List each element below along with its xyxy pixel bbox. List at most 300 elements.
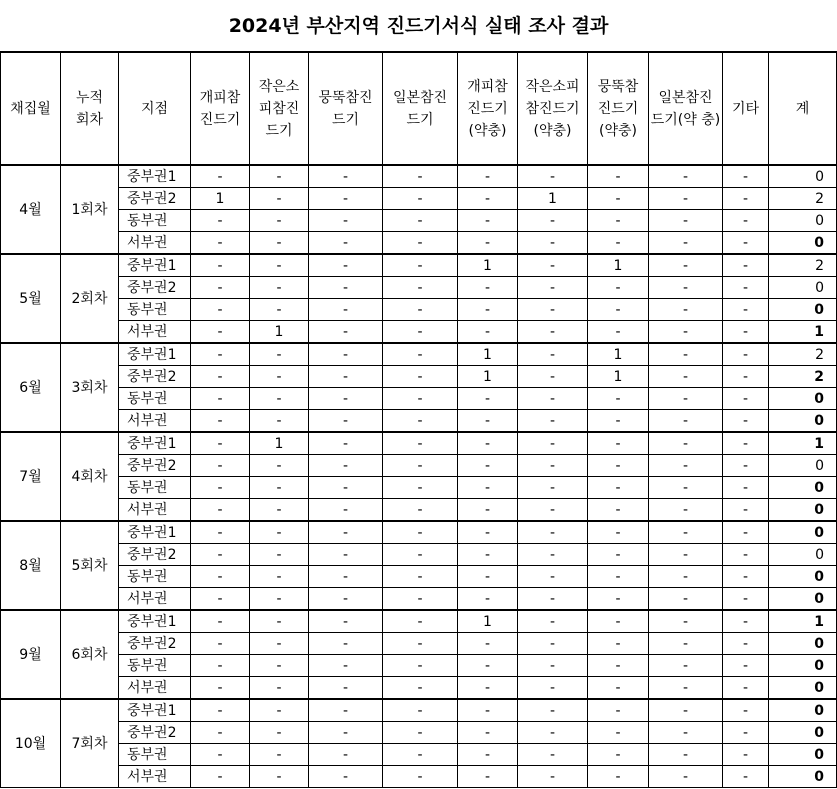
count-cell: -: [309, 277, 383, 299]
count-cell: -: [518, 588, 588, 611]
total-cell: 0: [769, 277, 837, 299]
count-cell: -: [518, 232, 588, 255]
count-cell: -: [588, 521, 649, 544]
count-cell: -: [191, 722, 250, 744]
round-cell: 3회차: [61, 343, 119, 432]
count-cell: -: [309, 722, 383, 744]
table-row: [1, 677, 837, 700]
column-header: 기타: [723, 53, 769, 166]
site-cell: 중부권1: [119, 165, 191, 188]
count-cell: -: [649, 254, 723, 277]
count-cell: -: [518, 677, 588, 700]
table-row: [1, 477, 837, 499]
site-cell: 중부권1: [119, 521, 191, 544]
column-header: 계: [769, 53, 837, 166]
site-cell: 동부권: [119, 388, 191, 410]
count-cell: -: [383, 410, 458, 433]
count-cell: -: [250, 277, 309, 299]
count-cell: -: [383, 366, 458, 388]
count-cell: -: [191, 655, 250, 677]
table-row: [1, 633, 837, 655]
total-cell: 0: [769, 499, 837, 522]
page-title: 2024년 부산지역 진드기서식 실태 조사 결과: [0, 0, 837, 52]
column-header: 작은소피 참진드기 (약충): [518, 53, 588, 166]
count-cell: -: [309, 588, 383, 611]
count-cell: -: [723, 321, 769, 344]
count-cell: -: [309, 766, 383, 788]
count-cell: -: [723, 521, 769, 544]
total-cell: 0: [769, 165, 837, 188]
month-cell: 8월: [1, 521, 61, 610]
count-cell: -: [723, 544, 769, 566]
count-cell: -: [309, 521, 383, 544]
month-cell: 4월: [1, 165, 61, 254]
count-cell: -: [588, 232, 649, 255]
count-cell: -: [191, 366, 250, 388]
count-cell: -: [588, 766, 649, 788]
count-cell: -: [649, 566, 723, 588]
total-cell: 0: [769, 455, 837, 477]
table-row: [1, 165, 837, 188]
count-cell: -: [458, 455, 518, 477]
count-cell: -: [723, 432, 769, 455]
count-cell: 1: [588, 254, 649, 277]
count-cell: -: [723, 677, 769, 700]
total-cell: 0: [769, 232, 837, 255]
count-cell: -: [723, 766, 769, 788]
count-cell: -: [518, 165, 588, 188]
table-row: [1, 210, 837, 232]
count-cell: 1: [458, 366, 518, 388]
site-cell: 동부권: [119, 744, 191, 766]
count-cell: -: [723, 455, 769, 477]
site-cell: 서부권: [119, 410, 191, 433]
count-cell: -: [250, 254, 309, 277]
count-cell: -: [518, 499, 588, 522]
count-cell: -: [458, 521, 518, 544]
count-cell: -: [250, 655, 309, 677]
total-cell: 2: [769, 188, 837, 210]
count-cell: -: [250, 210, 309, 232]
count-cell: -: [588, 588, 649, 611]
column-header: 일본참진 드기: [383, 53, 458, 166]
total-cell: 0: [769, 299, 837, 321]
count-cell: -: [588, 477, 649, 499]
count-cell: -: [588, 744, 649, 766]
count-cell: -: [309, 655, 383, 677]
count-cell: -: [518, 566, 588, 588]
site-cell: 서부권: [119, 321, 191, 344]
count-cell: -: [250, 521, 309, 544]
count-cell: -: [191, 499, 250, 522]
count-cell: -: [250, 588, 309, 611]
count-cell: -: [458, 299, 518, 321]
count-cell: -: [458, 432, 518, 455]
count-cell: -: [723, 744, 769, 766]
site-cell: 중부권1: [119, 254, 191, 277]
count-cell: -: [649, 188, 723, 210]
count-cell: -: [250, 410, 309, 433]
total-cell: 0: [769, 521, 837, 544]
count-cell: -: [191, 277, 250, 299]
count-cell: -: [383, 655, 458, 677]
count-cell: -: [649, 432, 723, 455]
table-row: [1, 521, 837, 544]
site-cell: 중부권1: [119, 699, 191, 722]
count-cell: -: [191, 388, 250, 410]
count-cell: -: [309, 321, 383, 344]
count-cell: -: [191, 521, 250, 544]
count-cell: -: [191, 410, 250, 433]
count-cell: -: [723, 410, 769, 433]
count-cell: -: [518, 254, 588, 277]
count-cell: 1: [458, 610, 518, 633]
month-cell: 10월: [1, 699, 61, 788]
count-cell: -: [250, 722, 309, 744]
count-cell: -: [191, 165, 250, 188]
count-cell: -: [191, 455, 250, 477]
site-cell: 중부권2: [119, 544, 191, 566]
count-cell: -: [458, 188, 518, 210]
site-cell: 중부권1: [119, 343, 191, 366]
count-cell: -: [588, 722, 649, 744]
table-row: [1, 699, 837, 722]
count-cell: -: [723, 633, 769, 655]
site-cell: 중부권2: [119, 366, 191, 388]
count-cell: -: [383, 254, 458, 277]
count-cell: 1: [588, 366, 649, 388]
total-cell: 0: [769, 766, 837, 788]
count-cell: -: [723, 254, 769, 277]
count-cell: -: [723, 388, 769, 410]
survey-table: [0, 52, 837, 788]
total-cell: 0: [769, 588, 837, 611]
count-cell: -: [518, 343, 588, 366]
count-cell: -: [383, 744, 458, 766]
count-cell: -: [191, 299, 250, 321]
site-cell: 서부권: [119, 232, 191, 255]
count-cell: -: [309, 343, 383, 366]
round-cell: 4회차: [61, 432, 119, 521]
count-cell: -: [383, 499, 458, 522]
total-cell: 0: [769, 477, 837, 499]
total-cell: 0: [769, 566, 837, 588]
count-cell: -: [518, 633, 588, 655]
count-cell: -: [383, 699, 458, 722]
count-cell: -: [458, 321, 518, 344]
site-cell: 중부권2: [119, 277, 191, 299]
count-cell: -: [250, 299, 309, 321]
total-cell: 0: [769, 544, 837, 566]
count-cell: -: [309, 366, 383, 388]
count-cell: -: [518, 210, 588, 232]
table-row: [1, 722, 837, 744]
site-cell: 동부권: [119, 210, 191, 232]
count-cell: -: [588, 455, 649, 477]
site-cell: 중부권1: [119, 610, 191, 633]
count-cell: -: [518, 610, 588, 633]
column-header: 지점: [119, 53, 191, 166]
count-cell: -: [191, 744, 250, 766]
count-cell: -: [723, 188, 769, 210]
count-cell: -: [250, 677, 309, 700]
count-cell: -: [588, 165, 649, 188]
count-cell: -: [309, 566, 383, 588]
count-cell: -: [250, 544, 309, 566]
count-cell: -: [649, 455, 723, 477]
count-cell: 1: [588, 343, 649, 366]
count-cell: -: [383, 232, 458, 255]
round-cell: 6회차: [61, 610, 119, 699]
table-row: [1, 610, 837, 633]
table-row: [1, 432, 837, 455]
total-cell: 1: [769, 321, 837, 344]
month-cell: 5월: [1, 254, 61, 343]
count-cell: -: [588, 655, 649, 677]
count-cell: -: [191, 699, 250, 722]
count-cell: -: [458, 566, 518, 588]
site-cell: 중부권2: [119, 722, 191, 744]
site-cell: 동부권: [119, 299, 191, 321]
site-cell: 동부권: [119, 566, 191, 588]
count-cell: -: [588, 677, 649, 700]
count-cell: -: [309, 232, 383, 255]
count-cell: -: [383, 432, 458, 455]
count-cell: -: [649, 610, 723, 633]
count-cell: -: [649, 366, 723, 388]
count-cell: -: [518, 744, 588, 766]
count-cell: -: [649, 388, 723, 410]
count-cell: -: [250, 766, 309, 788]
table-row: [1, 254, 837, 277]
count-cell: 1: [518, 188, 588, 210]
count-cell: -: [309, 477, 383, 499]
count-cell: -: [649, 744, 723, 766]
count-cell: -: [588, 610, 649, 633]
count-cell: -: [518, 655, 588, 677]
count-cell: 1: [191, 188, 250, 210]
count-cell: -: [191, 588, 250, 611]
count-cell: -: [191, 610, 250, 633]
count-cell: -: [518, 722, 588, 744]
round-cell: 5회차: [61, 521, 119, 610]
count-cell: -: [588, 499, 649, 522]
count-cell: -: [723, 477, 769, 499]
count-cell: -: [723, 343, 769, 366]
table-body: [1, 165, 837, 788]
count-cell: -: [588, 388, 649, 410]
count-cell: -: [250, 699, 309, 722]
count-cell: -: [191, 766, 250, 788]
count-cell: -: [588, 410, 649, 433]
count-cell: -: [383, 566, 458, 588]
column-header: 채집월: [1, 53, 61, 166]
count-cell: -: [458, 633, 518, 655]
count-cell: -: [649, 699, 723, 722]
count-cell: -: [191, 432, 250, 455]
count-cell: -: [588, 188, 649, 210]
count-cell: -: [250, 366, 309, 388]
table-row: [1, 299, 837, 321]
count-cell: -: [649, 477, 723, 499]
count-cell: -: [649, 277, 723, 299]
count-cell: -: [309, 744, 383, 766]
count-cell: -: [518, 321, 588, 344]
table-row: [1, 455, 837, 477]
count-cell: -: [723, 722, 769, 744]
count-cell: -: [458, 544, 518, 566]
count-cell: -: [649, 232, 723, 255]
count-cell: -: [191, 544, 250, 566]
count-cell: -: [458, 388, 518, 410]
count-cell: -: [458, 210, 518, 232]
round-cell: 2회차: [61, 254, 119, 343]
count-cell: -: [518, 432, 588, 455]
count-cell: -: [588, 566, 649, 588]
total-cell: 0: [769, 633, 837, 655]
site-cell: 중부권2: [119, 455, 191, 477]
count-cell: -: [518, 521, 588, 544]
count-cell: -: [649, 633, 723, 655]
count-cell: -: [250, 610, 309, 633]
count-cell: -: [309, 299, 383, 321]
table-row: [1, 321, 837, 344]
count-cell: -: [649, 321, 723, 344]
count-cell: -: [649, 499, 723, 522]
count-cell: -: [458, 766, 518, 788]
total-cell: 1: [769, 432, 837, 455]
count-cell: -: [649, 655, 723, 677]
count-cell: -: [191, 343, 250, 366]
total-cell: 0: [769, 677, 837, 700]
count-cell: -: [649, 343, 723, 366]
count-cell: -: [309, 544, 383, 566]
column-header: 작은소 피참진 드기: [250, 53, 309, 166]
count-cell: -: [309, 633, 383, 655]
total-cell: 0: [769, 744, 837, 766]
count-cell: -: [383, 188, 458, 210]
count-cell: -: [458, 165, 518, 188]
count-cell: -: [588, 210, 649, 232]
count-cell: -: [518, 544, 588, 566]
count-cell: -: [723, 588, 769, 611]
month-cell: 7월: [1, 432, 61, 521]
table-row: [1, 388, 837, 410]
count-cell: -: [458, 699, 518, 722]
count-cell: -: [588, 432, 649, 455]
count-cell: -: [191, 321, 250, 344]
count-cell: -: [191, 566, 250, 588]
total-cell: 0: [769, 699, 837, 722]
count-cell: -: [518, 410, 588, 433]
total-cell: 0: [769, 655, 837, 677]
count-cell: -: [723, 655, 769, 677]
count-cell: -: [383, 321, 458, 344]
count-cell: -: [309, 210, 383, 232]
count-cell: -: [309, 455, 383, 477]
count-cell: -: [309, 410, 383, 433]
count-cell: -: [723, 232, 769, 255]
count-cell: -: [588, 633, 649, 655]
count-cell: -: [723, 366, 769, 388]
count-cell: -: [383, 343, 458, 366]
column-header: 일본참진 드기(약 충): [649, 53, 723, 166]
count-cell: -: [309, 499, 383, 522]
count-cell: -: [250, 744, 309, 766]
count-cell: -: [723, 699, 769, 722]
count-cell: -: [191, 210, 250, 232]
count-cell: -: [649, 544, 723, 566]
table-row: [1, 366, 837, 388]
count-cell: -: [518, 477, 588, 499]
site-cell: 동부권: [119, 477, 191, 499]
count-cell: -: [383, 165, 458, 188]
count-cell: -: [723, 277, 769, 299]
month-cell: 6월: [1, 343, 61, 432]
site-cell: 서부권: [119, 766, 191, 788]
total-cell: 0: [769, 388, 837, 410]
total-cell: 2: [769, 343, 837, 366]
count-cell: -: [309, 699, 383, 722]
count-cell: -: [383, 722, 458, 744]
header-row: [1, 53, 837, 166]
count-cell: -: [458, 677, 518, 700]
count-cell: -: [383, 521, 458, 544]
count-cell: -: [383, 299, 458, 321]
site-cell: 서부권: [119, 499, 191, 522]
column-header: 뭉뚝참진 드기: [309, 53, 383, 166]
count-cell: -: [649, 210, 723, 232]
count-cell: -: [191, 232, 250, 255]
count-cell: -: [723, 299, 769, 321]
count-cell: -: [518, 366, 588, 388]
count-cell: -: [383, 277, 458, 299]
table-row: [1, 566, 837, 588]
table-row: [1, 188, 837, 210]
count-cell: -: [588, 321, 649, 344]
count-cell: -: [309, 432, 383, 455]
table-row: [1, 655, 837, 677]
count-cell: -: [250, 388, 309, 410]
count-cell: -: [723, 210, 769, 232]
total-cell: 0: [769, 210, 837, 232]
count-cell: -: [191, 633, 250, 655]
count-cell: -: [250, 188, 309, 210]
count-cell: -: [250, 343, 309, 366]
table-row: [1, 499, 837, 522]
count-cell: 1: [250, 321, 309, 344]
count-cell: -: [309, 254, 383, 277]
site-cell: 중부권1: [119, 432, 191, 455]
count-cell: -: [383, 388, 458, 410]
count-cell: -: [458, 722, 518, 744]
round-cell: 7회차: [61, 699, 119, 788]
site-cell: 동부권: [119, 655, 191, 677]
count-cell: 1: [458, 343, 518, 366]
site-cell: 서부권: [119, 677, 191, 700]
count-cell: -: [383, 455, 458, 477]
count-cell: -: [191, 677, 250, 700]
count-cell: -: [458, 588, 518, 611]
count-cell: -: [723, 165, 769, 188]
count-cell: -: [649, 165, 723, 188]
count-cell: -: [518, 455, 588, 477]
count-cell: -: [588, 299, 649, 321]
count-cell: -: [723, 610, 769, 633]
month-cell: 9월: [1, 610, 61, 699]
count-cell: -: [383, 610, 458, 633]
count-cell: -: [309, 677, 383, 700]
